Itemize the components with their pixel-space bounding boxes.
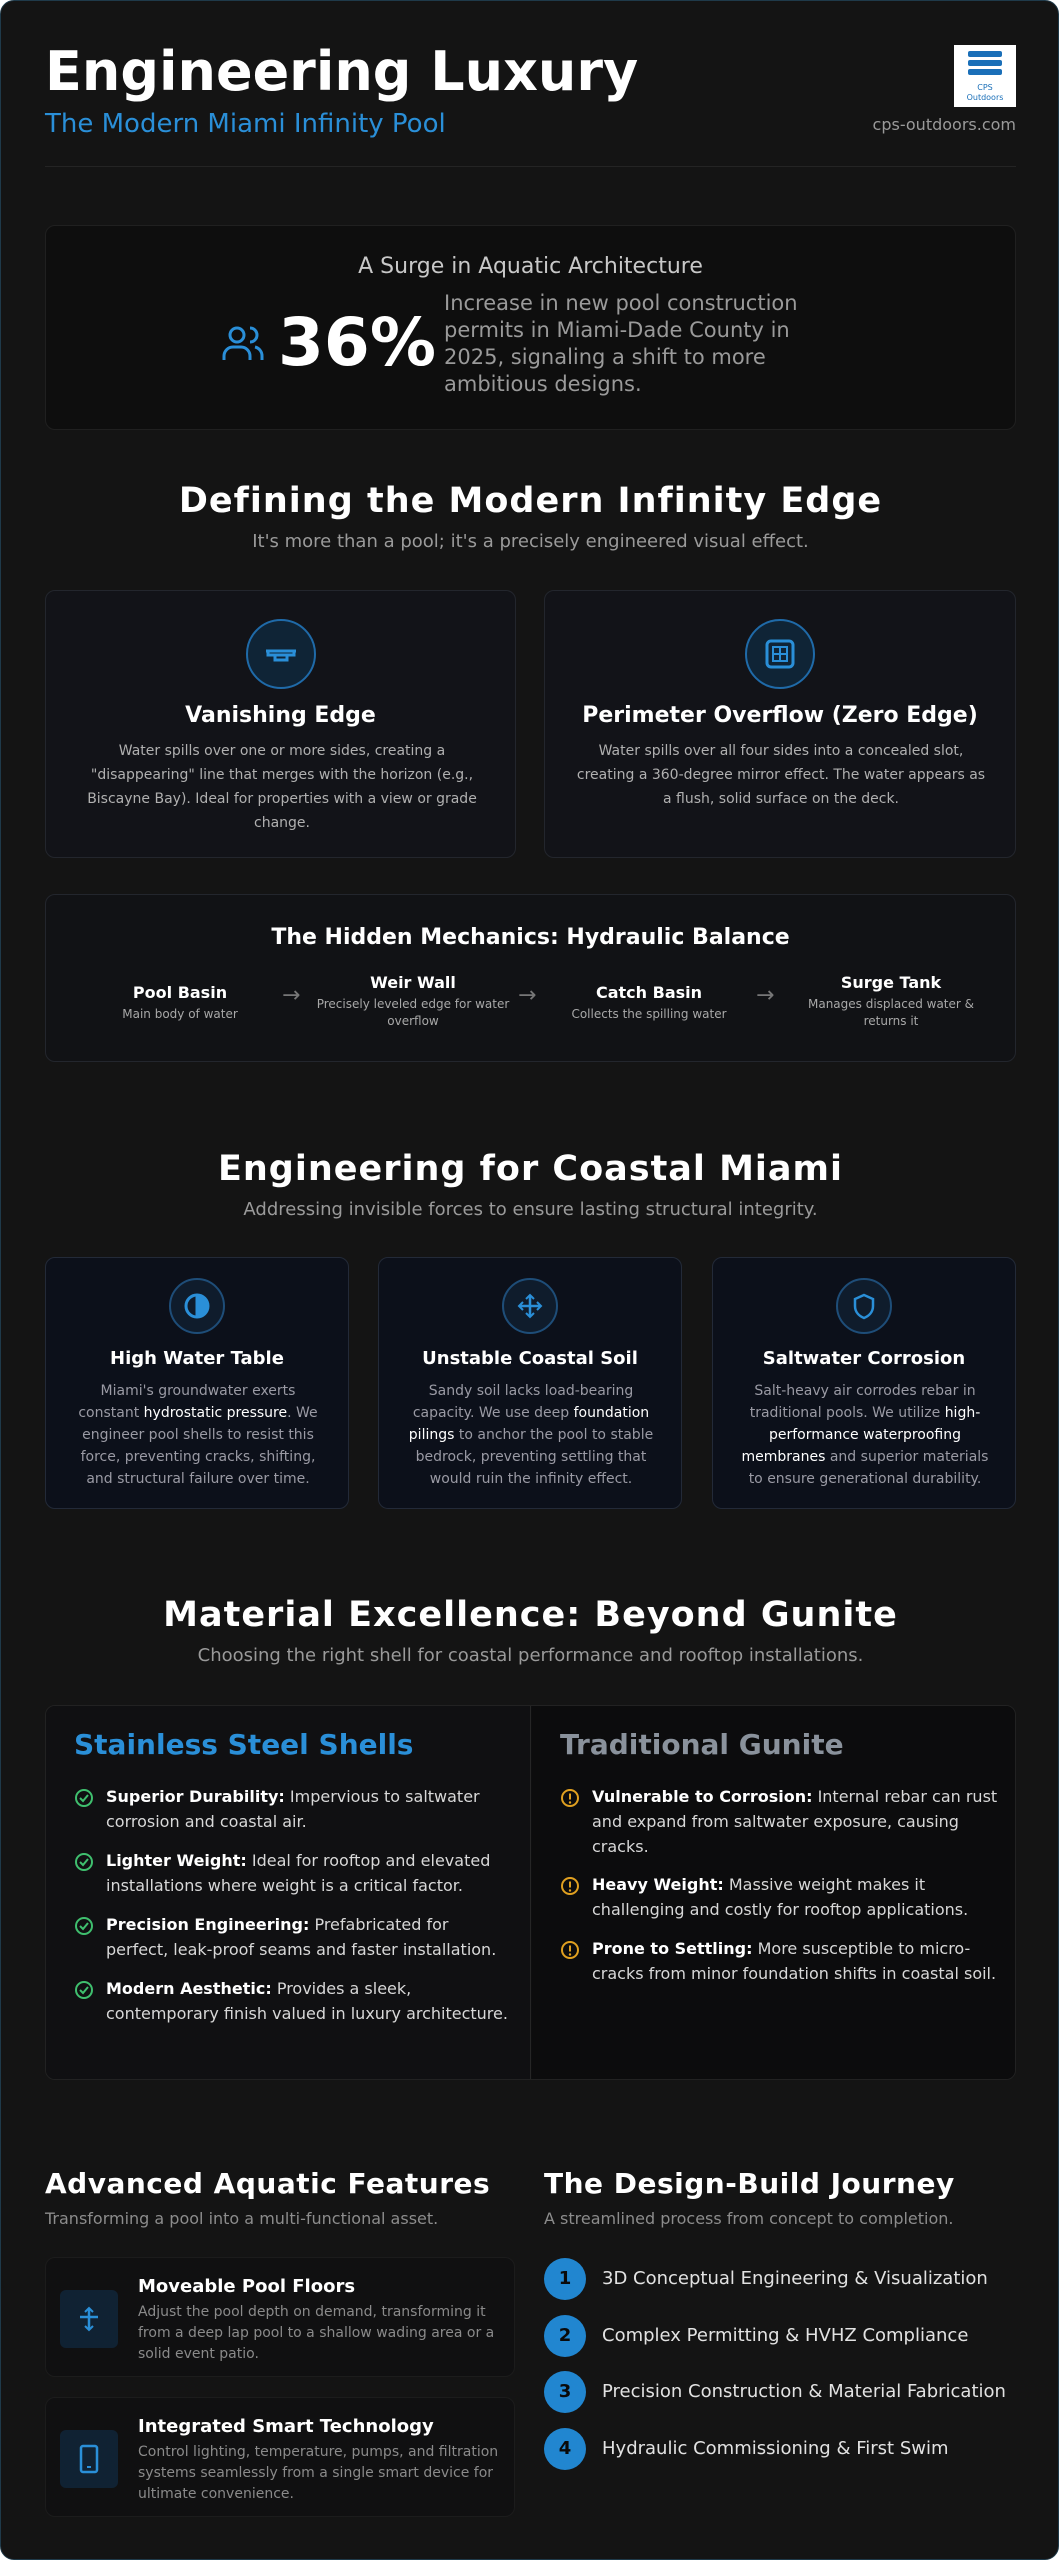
page-title: Engineering Luxury [45, 40, 639, 103]
flow-step [92, 983, 268, 1023]
logo-text: CPS [977, 83, 993, 92]
card-description: Salt-heavy air corrodes rebar in traditional pools. We utilize high-performance waterproofing membranes and superior materials to ensure generational durability. [741, 1383, 989, 1487]
steel-benefit: Modern Aesthetic: Provides a sleek, contemporary finish valued in luxury architecture. [74, 1976, 514, 2026]
check-circle-icon [74, 1788, 94, 1808]
flow-step-title: Surge Tank [840, 973, 942, 992]
infinity-section-title: Defining the Modern Infinity Edge [178, 481, 883, 521]
perimeter-overflow-card [544, 590, 1016, 858]
gunite-drawback: Vulnerable to Corrosion: Internal rebar can rust and expand from saltwater exposure, causing cracks. [560, 1784, 1000, 1859]
edge-icon [246, 619, 316, 689]
steel-benefit: Superior Durability: Impervious to saltwater corrosion and coastal air. [74, 1784, 514, 1834]
feature-description: Control lighting, temperature, pumps, and filtration systems seamlessly from a single smart device for ultimate convenience. [138, 2444, 499, 2502]
flow-step [308, 973, 518, 1030]
unstable-soil-card [378, 1257, 682, 1509]
header [45, 37, 1016, 167]
coastal-section-title: Engineering for Coastal Miami [217, 1149, 844, 1189]
flow-step [791, 973, 991, 1030]
card-description: Miami's groundwater exerts constant hydrostatic pressure. We engineer pool shells to resist this force, preventing cracks, shifting, and structural failure over time. [78, 1383, 318, 1487]
stat-value: 36% [278, 304, 436, 381]
flow-step-desc: Manages displaced water & returns it [807, 997, 974, 1028]
flow-step-title: Catch Basin [595, 983, 703, 1002]
step-number: 2 [544, 2315, 586, 2357]
steel-benefit: Lighter Weight: Ideal for rooftop and elevated installations where weight is a critical factor. [74, 1848, 514, 1898]
feature-card [45, 2257, 515, 2377]
card-title: Saltwater Corrosion [762, 1348, 966, 1369]
material-comparison [45, 1705, 1016, 2080]
overflow-icon [745, 619, 815, 689]
check-circle-icon [74, 1980, 94, 2000]
step-number: 1 [544, 2258, 586, 2300]
step-number: 4 [544, 2428, 586, 2470]
step-number: 3 [544, 2371, 586, 2413]
card-title: Vanishing Edge [185, 703, 376, 728]
stat-panel [45, 225, 1016, 430]
move-icon [502, 1278, 558, 1334]
flow-step-title: Pool Basin [132, 983, 228, 1002]
check-circle-icon [74, 1852, 94, 1872]
steel-title: Stainless Steel Shells [74, 1728, 414, 1761]
feature-title: Integrated Smart Technology [138, 2416, 434, 2437]
card-title: High Water Table [110, 1348, 284, 1369]
feature-description: Adjust the pool depth on demand, transforming it from a deep lap pool to a shallow wading area or a solid event patio. [138, 2304, 495, 2362]
warning-circle-icon [560, 1876, 580, 1896]
gunite-drawback: Heavy Weight: Massive weight makes it challenging and costly for rooftop applications. [560, 1872, 1000, 1922]
arrow-right-icon: → [518, 983, 537, 1008]
feature-title: Moveable Pool Floors [138, 2276, 356, 2297]
infinity-section-subtitle: It's more than a pool; it's a precisely engineered visual effect. [252, 531, 809, 552]
steel-benefit: Precision Engineering: Prefabricated for perfect, leak-proof seams and faster installation. [74, 1912, 514, 1962]
journey-title: The Design-Build Journey [544, 2167, 955, 2200]
feature-card [45, 2397, 515, 2517]
card-description: Water spills over one or more sides, creating a "disappearing" line that merges with the horizon (e.g., Biscayne Bay). Ideal for properties with a view or grade change. [87, 743, 477, 831]
materials-section-subtitle: Choosing the right shell for coastal performance and rooftop installations. [197, 1645, 864, 1666]
check-circle-icon [74, 1916, 94, 1936]
flow-step-desc: Collects the spilling water [571, 1007, 727, 1021]
card-description: Sandy soil lacks load-bearing capacity. We use deep foundation pilings to anchor the pool to stable bedrock, preventing settling that would ruin the infinity effect. [408, 1383, 654, 1487]
logo-subtext: Outdoors [966, 93, 1004, 102]
step-label: Complex Permitting & HVHZ Compliance [602, 2325, 969, 2346]
high-water-table-card [45, 1257, 349, 1509]
stainless-steel-column [46, 1706, 531, 2079]
materials-section-title: Material Excellence: Beyond Gunite [163, 1595, 898, 1635]
warning-circle-icon [560, 1788, 580, 1808]
vanishing-edge-card [45, 590, 516, 858]
arrow-right-icon: → [282, 983, 301, 1008]
saltwater-corrosion-card [712, 1257, 1016, 1509]
step-label: 3D Conceptual Engineering & Visualization [602, 2268, 988, 2289]
coastal-section-subtitle: Addressing invisible forces to ensure lasting structural integrity. [243, 1199, 818, 1220]
shield-icon [836, 1278, 892, 1334]
users-icon [221, 322, 265, 366]
hydraulic-title: The Hidden Mechanics: Hydraulic Balance [271, 925, 790, 950]
page-subtitle: The Modern Miami Infinity Pool [45, 109, 446, 139]
features-title: Advanced Aquatic Features [45, 2167, 491, 2200]
traditional-gunite-column [532, 1706, 1016, 2079]
flow-step-desc: Precisely leveled edge for water overflow [316, 997, 510, 1028]
arrow-right-icon: → [756, 983, 775, 1008]
gunite-title: Traditional Gunite [560, 1728, 844, 1761]
step-label: Precision Construction & Material Fabrication [602, 2381, 1006, 2402]
tablet-icon [60, 2430, 118, 2488]
flow-step [554, 983, 744, 1023]
flow-step-title: Weir Wall [370, 973, 456, 992]
journey-subtitle: A streamlined process from concept to completion. [544, 2209, 954, 2228]
warning-circle-icon [560, 1940, 580, 1960]
gunite-drawback: Prone to Settling: More susceptible to micro-cracks from minor foundation shifts in coastal soil. [560, 1936, 1000, 1986]
card-title: Unstable Coastal Soil [422, 1348, 638, 1369]
flow-step-desc: Main body of water [122, 1007, 238, 1021]
stat-description: Increase in new pool construction permits in Miami-Dade County in 2025, signaling a shift to more ambitious designs. [444, 291, 798, 396]
step-label: Hydraulic Commissioning & First Swim [602, 2438, 949, 2459]
features-subtitle: Transforming a pool into a multi-functional asset. [45, 2209, 439, 2228]
stat-heading: A Surge in Aquatic Architecture [358, 254, 703, 279]
card-description: Water spills over all four sides into a concealed slot, creating a 360-degree mirror effect. The water appears as a flush, solid surface on the deck. [576, 743, 986, 807]
contrast-icon [169, 1278, 225, 1334]
site-domain[interactable]: cps-outdoors.com [872, 115, 1016, 134]
card-title: Perimeter Overflow (Zero Edge) [582, 703, 978, 728]
arrows-icon [60, 2290, 118, 2348]
hydraulic-panel [45, 894, 1016, 1062]
cps-logo[interactable] [954, 45, 1016, 107]
